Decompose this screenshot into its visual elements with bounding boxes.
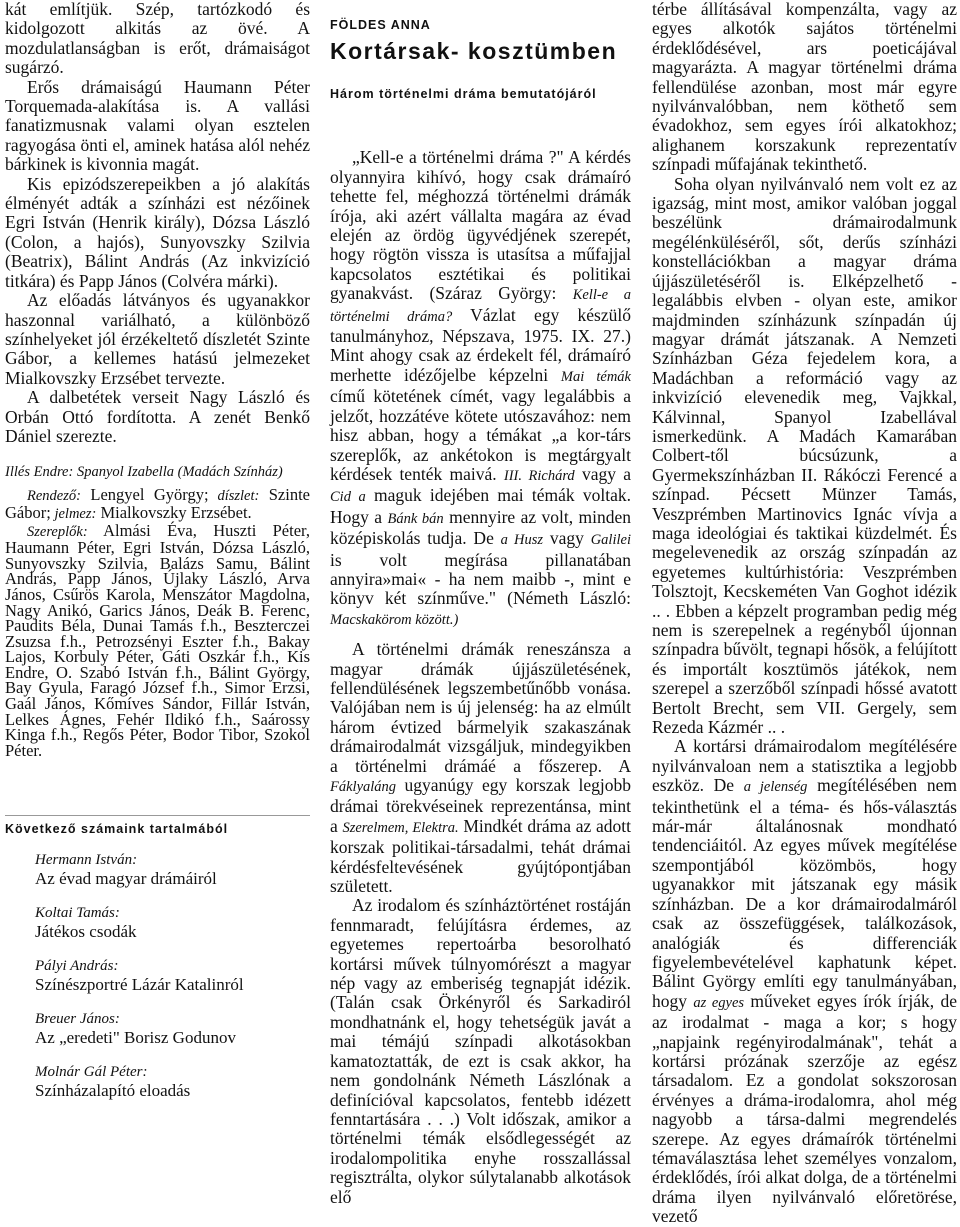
column-middle — [330, 0, 631, 1207]
set-label: díszlet: — [208, 488, 260, 505]
set-designer: Szinte Gábor; — [5, 485, 310, 522]
column-left — [5, 0, 310, 758]
paragraph: Az előadás látványos és ugyanakkor haszonnal variálható, a különböző színhelyeket jól érzékeltető díszletét Szinte Gábor, a kellemes hatású jelmezeket Mialkovszky Erzsébet tervezte. — [5, 290, 310, 388]
next-issue-item — [35, 958, 310, 995]
paragraph: „Kell-e a történelmi dráma ?" A kérdés olyannyira kihívó, hogy csak drámaíró tehette fel, méghozzá történelmi drámák írója, aki azért vállalta magára az évad elején az ördög ügyvédjének szerepét, hogy rögtön vissza is utasítsa a műfajjal kapcsolatos esztétikai és politikai gyanakvást. (Száraz György: Kell-e a történelmi dráma? Vázlat egy készülő tanulmányhoz, Népszava, 1975. IX. 27.) Mint ahogy csak az érdekelt fél, drámaíró merhette idézőjelbe képzelni Mai témák című kötetének címét, vagy legalábbis a jelzőt, hozzátéve kötete utószavához: nem hisz abban, hogy a témákat „a kor-társ szereplők, az ankétokon is megtárgyalt kérdések tenték maivá. III. Richárd vagy a Cid a maguk idejében mai témák voltak. Hogy a Bánk bán mennyire az volt, minden középiskolás tudja. De a Husz vagy Galilei is volt megírása pillanatában annyira»mai« - ha nem maibb -, mint e könyv két színműve." (Németh László: Macskakörom között.) — [330, 147, 631, 628]
next-issue-item — [35, 1011, 310, 1048]
credits-crew — [5, 487, 310, 522]
credits-cast — [5, 520, 310, 760]
paragraph: A történelmi drámák reneszánsza a magyar drámák újjászületésének, fellendülésének legszembetűnőbb vonása. Valójában nem is új jelenség: ha az elmúlt három évtized bármelyik szakaszának drámairodalmát vizsgáljuk, mindegyikben a történelmi drámáé a főszerep. A Fáklyaláng ugyanúgy egy korszak legjobb drámai törekvéseinek reprezentánsa, mint a Szerelmem, Elektra. Mindkét dráma az adott korszak politikai-társadalmi, tehát drámai kérdésfeltevésének gyújtópontjában született. — [330, 639, 631, 897]
costume-label: jelmez: — [50, 505, 97, 522]
paragraph: Erős drámaiságú Haumann Péter Torquemada-alakítása is. A vallási fanatizmusnak valami olyan esztelen ragyogása önti el, aminek hatása alól nehéz bárkinek is kivonnia magát. — [5, 76, 310, 175]
next-issue-title: Az „eredeti" Borisz Godunov — [35, 1028, 236, 1047]
next-issue-list — [5, 852, 310, 1101]
paragraph: Soha olyan nyilvánvaló nem volt ez az igazság, mint most, amikor valóban joggal beszélünk drámairodalmunk megélénküléséről, sőt, derűs színházi konstellációkban a magyar dráma újjászületéséről is. Elképzelhető - legalábbis elvben - olyan este, amikor majdminden színházunk színpadán új magyar drámát játszanak. A Nemzeti Színházban Géza fejedelem kora, a Madáchban a reformáció vagy az inkvizíció elevenedik meg, Vajkkal, Kálvinnal, Spanyol Izabellával ismerkedünk. A Madách Kamarában Colbert-től búcsúzunk, a Gyermekszínházban II. Rákóczi Ferencé a színpad. Pécsett Münzer Tamás, Veszprémben Martinovics Ignác vívja a maga ideológiai és taktikai küzdelmét. És megelevenedik az ország színpadán az egyetemes kultúrhistória: Veszprémben Tolsztojt, Kecskeméten Van Goghot idézik .. . Ebben a képzelt programban pedig még nem is szerepelnek a regényből újonnan színpadra bűvölt, tegnapi hősök, a felújított és importált kosztümös játékok, nem szerepel a szerzőből színpadi hőssé avatott Bertolt Brecht, sem VII. Gergely, sem Rezeda Kázmér .. . — [652, 173, 957, 738]
paragraph: kát említjük. Szép, tartózkodó és kidolgozott alkitás az övé. A mozdulatlanságban is erőt, drámaiságot sugárzó. — [5, 0, 310, 78]
next-issue-author: Pályi András: — [35, 958, 119, 974]
article-author: FÖLDES ANNA — [330, 18, 431, 32]
cast-list: Almási Éva, Huszti Péter, Haumann Péter, Egri István, Dózsa László, Sunyovszky Szilvia, Balázs Samu, Bálint András, Papp János, Újlaky László, Arva János, Csűrös Karola, Menszátor Magdolna, Nagy Anikó, Garics János, Deák B. Ferenc, Paudits Béla, Dunai Tamás f.h., Beszterczei Zsuzsa f.h., Petrozsényi Eszter f.h., Bakay Lajos, Korbuly Péter, Gáti Oszkár f.h., Kis Endre, O. Szabó István f.h., Bálint György, Bay Gyula, Faragó József f.h., Simor Erzsi, Gaál János, Kőmíves Sándor, Fillár István, Lelkes Ágnes, Fehér Ildikó f.h., Saárossy Kinga f.h., Regős Péter, Bodor Tibor, Szokol Péter. — [5, 520, 310, 760]
next-issue-author: Hermann István: — [35, 852, 138, 868]
director: Lengyel György; — [80, 485, 209, 505]
paragraph: Az irodalom és színháztörténet rostáján fennmaradt, felújításra érdemes, az egyetemes repertoárba besorolható kortársi művek túlnyomórészt a magyar nép vagy az emberiség tegnapját idézik. (Talán csak Örkényről és Sarkadiról mondhatnánk el, hogy tehetségük javát a mai témájú színpadi alkotásokban kamatoztatták, de ezt is csak akkor, ha nem gondolnánk Németh Lászlónak a definícióval kapcsolatos, fentebb idézett fenntartására . . .) Volt időszak, amikor a történelmi témák elsődlegességét az irodalompolitika enyhe rosszallással regisztrálta, olykor súlytalanabb alkotások elő — [330, 895, 631, 1207]
next-issue-title: Játékos csodák — [35, 922, 137, 941]
credits-work: Illés Endre: Spanyol Izabella (Madách Színház) — [5, 464, 283, 481]
next-issue-author: Molnár Gál Péter: — [35, 1064, 148, 1080]
paragraph: Kis epizódszerepeikben a jó alakítás élményét adták a színházi est nézőinek Egri István (Henrik király), Dózsa László (Colon, a hajós), Sunyovszky Szilvia (Beatrix), Bálint András (Az inkvizíció titkára) és Papp János (Colvéra márki). — [5, 173, 310, 291]
column-right — [652, 0, 957, 1227]
paragraph: A kortársi drámairodalom megítélésére nyilvánvaloan nem a statisztika a legjobb eszköz. De a jelenség megítélésében nem tekinthetünk el a téma- és hős-választás már-már általánosnak mondható tendenciáitól. Az egyes művek megítélése szempontjából közömbös, hogy ugyanakkor mit játszanak egy másik színházban. De a kor drámairodalmáról csak az összefüggések, találkozások, analógiák és differenciák figyelembevételével kaphatunk képet. Bálint György említi egy tanulmányában, hogy az egyes műveket egyes írók írják, de az irodalmat - maga a kor; s hogy „napjaink regényirodalmának", tehát a kortársi prózának szerzője az egész társadalom. Ez a gondolat sokszorosan érvényes a dráma-irodalomra, ahol még nagyobb a társa-dalmi megrendelés szerepe. Az egyes drámaírók történelmi témaválasztása lehet személyes vonzalom, érdeklődés, írói alkat dolga, de a történelmi dráma ilyen nyilvánvaló előretörése, vezető — [652, 736, 957, 1227]
director-label: Rendező: — [27, 488, 81, 505]
article-subtitle: Három történelmi dráma bemutatójáról — [330, 87, 597, 102]
production-credits — [5, 464, 310, 758]
next-issue-title: Az évad magyar drámáiról — [35, 869, 217, 888]
next-issue-item — [35, 905, 310, 942]
next-issue-author: Breuer János: — [35, 1011, 120, 1027]
next-issue-title: Színészportré Lázár Katalinról — [35, 975, 244, 994]
next-issue-box — [5, 815, 310, 1101]
cast-label: Szereplők: — [27, 523, 88, 540]
article-title: Kortársak- kosztümben — [330, 38, 618, 65]
costume-designer: Mialkovszky Erzsébet. — [96, 502, 252, 522]
next-issue-title: Színházalapító eloadás — [35, 1081, 191, 1100]
next-issue-heading: Következő számaink tartalmából — [5, 822, 229, 836]
paragraph: térbe állításával kompenzálta, vagy az egyes alkotók sajátos történelmi érdeklődésével, ars poeticájával magyarázta. A magyar történelmi dráma fellendülése azonban, most már egyre nyilvánvalóbban, nem köthető sem évadokhoz, sem egyes írói alkatokhoz; alighanem korszakunk reprezentatív színpadi műfajának tekinthető. — [652, 0, 957, 175]
next-issue-item — [35, 852, 310, 889]
next-issue-item — [35, 1064, 310, 1101]
next-issue-author: Koltai Tamás: — [35, 905, 120, 921]
paragraph: A dalbetétek verseit Nagy László és Orbán Ottó fordította. A zenét Benkő Dániel szerezte. — [5, 387, 310, 446]
